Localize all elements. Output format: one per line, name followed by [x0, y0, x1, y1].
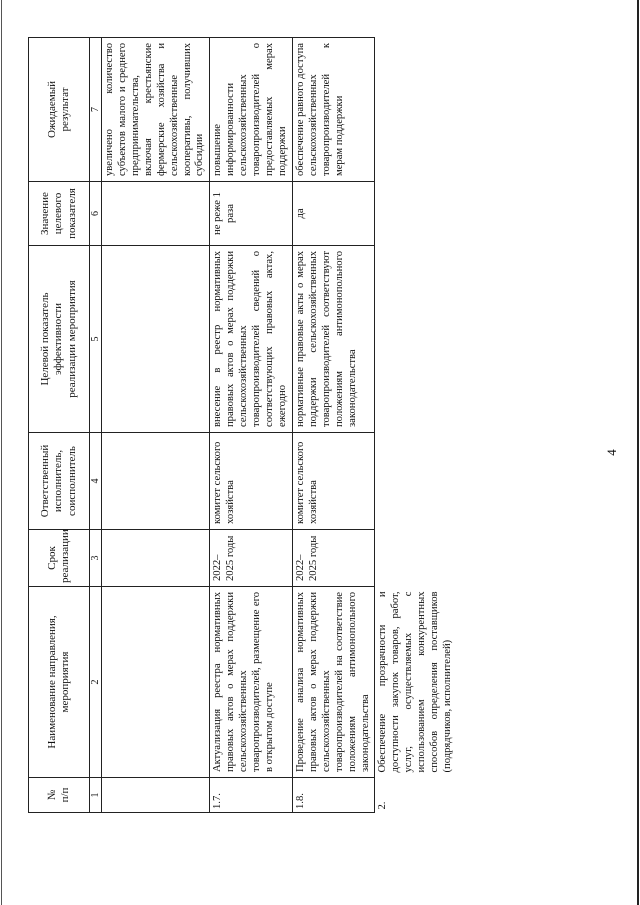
header-responsible-text: Ответственный исполнитель, соисполнитель: [38, 444, 78, 518]
row-result: обеспечение равного доступа сельскохозяйственных товаропроизводителей к мерам поддержки: [292, 38, 375, 182]
header-term: [29, 530, 90, 587]
column-number: 7: [90, 38, 102, 182]
row-name: Актуализация реестра нормативных правовых актов о мерах поддержки сельскохозяйственных товаропроизводителей, размещение его в открытом доступе: [210, 587, 293, 778]
column-number: 4: [90, 433, 102, 530]
table-row-1-8: [292, 38, 375, 813]
table-header-row: [29, 38, 90, 813]
column-number: 1: [90, 778, 102, 813]
scan-edge-right: [637, 0, 639, 905]
header-num: [29, 778, 90, 813]
header-value-text: Значение целевого показателя: [38, 188, 78, 239]
row-name: Обеспечение прозрачности и доступности закупок товаров, работ, услуг, осуществляемых с использованием конкурентных способов определения поставщиков (подрядчиков, исполнителей): [375, 587, 457, 778]
row-term: [375, 530, 457, 587]
row-responsible: комитет сельского хозяйства: [292, 433, 375, 530]
column-number-row: [90, 38, 102, 813]
row-indicator: нормативные правовые акты о мерах поддержки сельскохозяйственных товаропроизводителей соответствуют положениям антимонопольного законодательства: [292, 246, 375, 433]
header-name: [29, 587, 90, 778]
table-row-continuation: [102, 38, 210, 813]
row-term: 2022–2025 годы: [292, 530, 375, 587]
header-result: [29, 38, 90, 182]
row-num: 1.7.: [210, 778, 293, 813]
row-num: 2.: [375, 778, 457, 813]
row-name: [102, 587, 210, 778]
table-row-1-7: [210, 38, 293, 813]
table-row-2: [375, 38, 457, 813]
row-result: увеличено количество субъектов малого и среднего предпринимательства, включая крестьянские фермерские хозяйства и сельскохозяйственные кооперативы, получивших субсидии: [102, 38, 210, 182]
header-num-line1: № п/п: [45, 787, 71, 803]
header-indicator: [29, 246, 90, 433]
measures-table: [28, 37, 457, 813]
header-term-text: Срок реализации: [45, 529, 71, 583]
page-number: 4: [604, 449, 619, 456]
row-indicator: [102, 246, 210, 433]
row-result: повышение информированности сельскохозяйственных товаропроизводителей о предоставляемых мерах поддержки: [210, 38, 293, 182]
row-responsible: комитет сельского хозяйства: [210, 433, 293, 530]
row-value: [102, 182, 210, 246]
column-number: 2: [90, 587, 102, 778]
column-number: 6: [90, 182, 102, 246]
column-number: 3: [90, 530, 102, 587]
header-responsible: [29, 433, 90, 530]
row-responsible: [375, 433, 457, 530]
row-responsible: [102, 433, 210, 530]
row-term: 2022–2025 годы: [210, 530, 293, 587]
row-indicator: [375, 246, 457, 433]
row-value: [375, 182, 457, 246]
row-value: не реже 1 раза: [210, 182, 293, 246]
header-value: [29, 182, 90, 246]
row-result: [375, 38, 457, 182]
row-num: [102, 778, 210, 813]
header-name-text: Наименование направления, мероприятия: [45, 615, 71, 749]
row-value: да: [292, 182, 375, 246]
row-indicator: внесение в реестр нормативных правовых актов о мерах поддержки сельскохозяйственных товаропроизводителей сведений о соответствующих правовых актах, ежегодно: [210, 246, 293, 433]
header-indicator-text: Целевой показатель эффективности реализации мероприятия: [38, 280, 78, 398]
row-num: 1.8.: [292, 778, 375, 813]
header-result-text: Ожидаемый результат: [45, 80, 71, 139]
row-term: [102, 530, 210, 587]
row-name: Проведение анализа нормативных правовых актов о мерах поддержки сельскохозяйственных товаропроизводителей на соответствие положениям антимонопольного законодательства: [292, 587, 375, 778]
column-number: 5: [90, 246, 102, 433]
scan-edge-left: [1, 0, 2, 905]
